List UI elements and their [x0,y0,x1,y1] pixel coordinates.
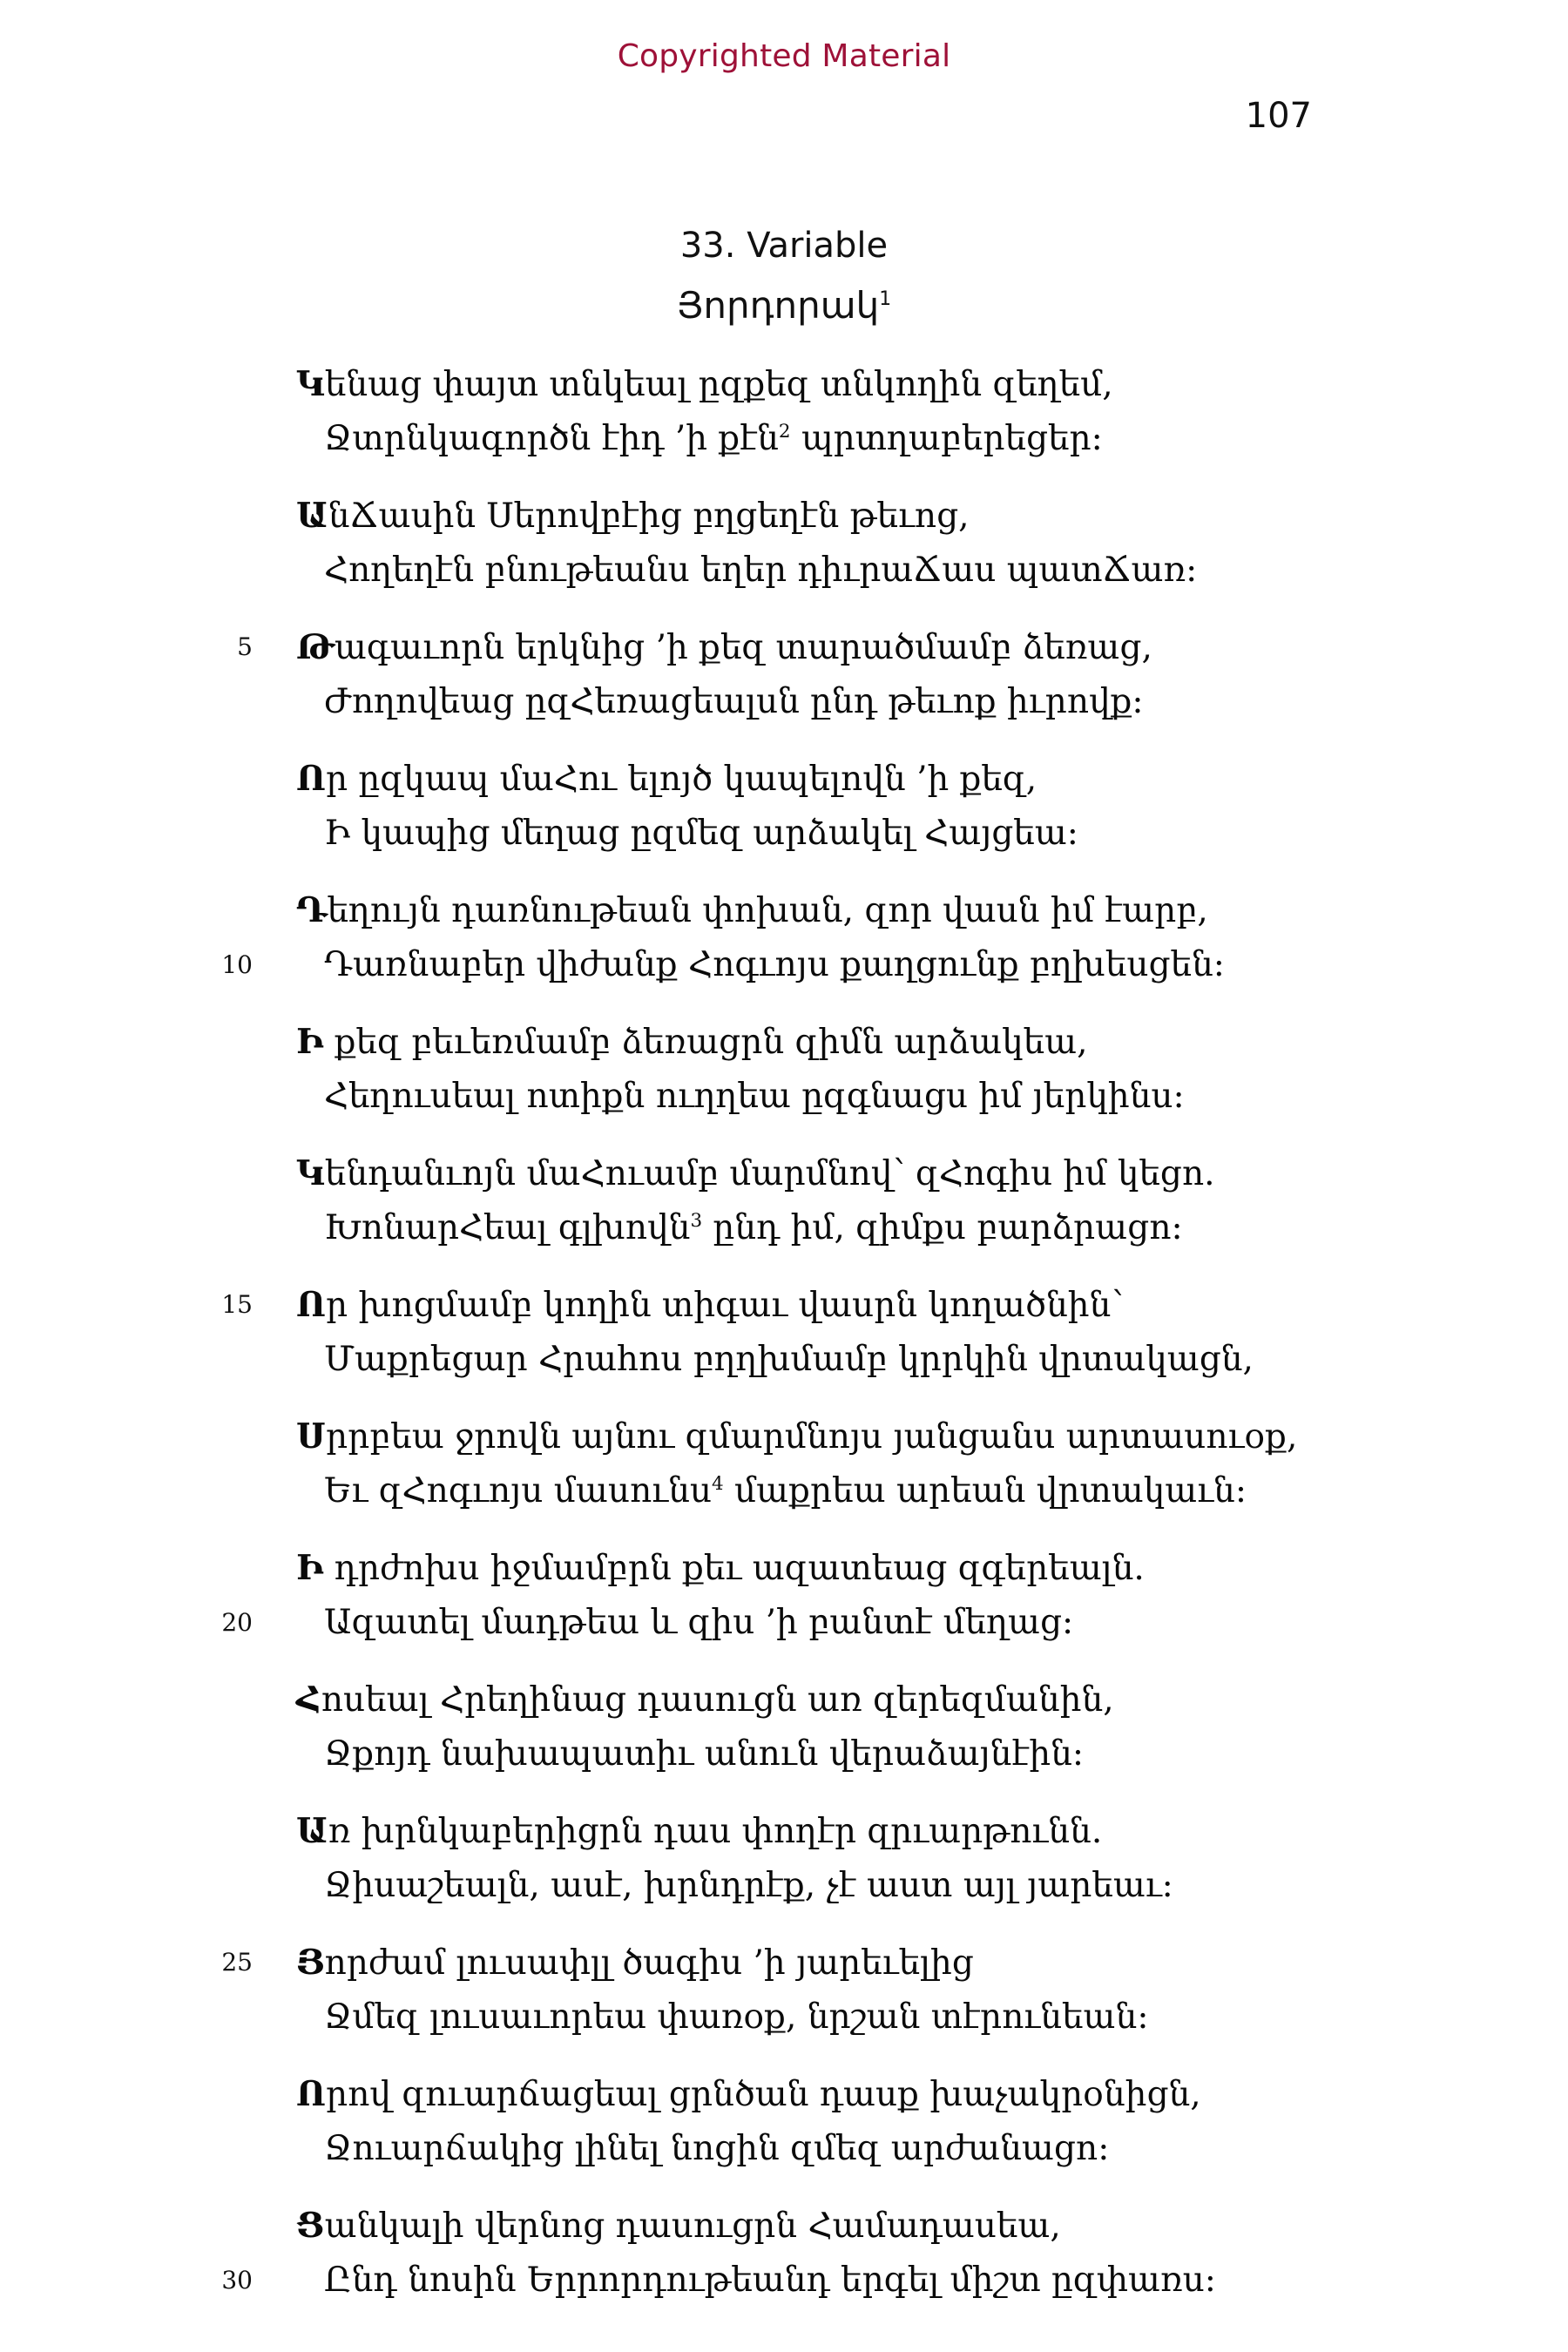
stanza [0,752,1568,861]
verse-text: Եւ զՀոգւոյս մասունս [324,1471,713,1511]
verse-text: պրտղաբերեցեր: [790,419,1103,458]
verse-line [0,1015,1568,1070]
verse-text: Հողեղէն բնութեանս եղեր դիւրաՃաս պատՃառ: [324,551,1198,590]
line-number: 15 [221,1290,253,1319]
verse-line [0,489,1568,544]
verse-text: րրբեա ջրովն այնու զմարմնոյս յանցանս արտասուօք, [325,1417,1298,1456]
stanza [0,489,1568,598]
verse-line [0,1409,1568,1464]
verse-line [0,1278,1568,1333]
verse-line [0,2199,1568,2254]
verse-text: ենդանւոյն մաՀուամբ մարմնով՝ զՀոգիս իմ կեցո. [324,1154,1215,1193]
stanza [0,1278,1568,1387]
verse-line [0,1070,1568,1124]
verse-initial: Թ [296,627,335,667]
line-number: 30 [221,2266,253,2295]
verse-line [0,1333,1568,1387]
footnote-marker: 4 [712,1473,724,1495]
copyright-banner: Copyrighted Material [617,38,951,74]
verse-text: ր ըզկապ մաՀու ելոյծ կապելովն ’ի քեզ, [325,760,1037,799]
verse-text: Ի կապից մեղաց ըզմեզ արձակել Հայցեա: [324,814,1078,853]
stanza [0,1541,1568,1650]
line-number: 5 [237,632,253,661]
verse-text: Ջիսաշեալն, ասէ, խրնդրէք, չէ աստ այլ յարեաւ: [324,1866,1173,1905]
verse-text: ագաւորն երկնից ’ի քեզ տարածմամբ ձեռաց, [334,628,1152,667]
verse-text: ԽոնարՀեալ գլխովն [324,1208,691,1247]
verse-text: Ժողովեաց ըզՀեռացեալսն ընդ թեւոք իւրովք: [324,682,1144,721]
verse-text: որժամ լուսափլլ ծագիս ’ի յարեւելից [324,1943,974,1983]
verse-text: Ջմեզ լուսաւորեա փառօք, նրշան տէրունեան: [324,1997,1149,2037]
verse-line [0,2122,1568,2176]
stanza [0,1409,1568,1518]
verse-text: ռ խրնկաբերիցրն դաս փողէր զրւարթունն. [328,1812,1103,1851]
poem-body [0,357,1568,2330]
verse-text: դրժոխս իջմամբրն քեւ ազատեաց զգերեալն. [323,1549,1145,1588]
verse-text: Ջուարճակից լինել նոցին զմեզ արժանացո: [324,2129,1110,2168]
verse-initial: Ի [296,1022,324,1062]
verse-text: մաքրեա արեան վրտակաւն: [723,1471,1247,1511]
verse-line [0,1201,1568,1255]
stanza [0,1146,1568,1255]
verse-initial: Ի [296,1548,324,1588]
verse-initial: Ո [296,1285,326,1325]
verse-text: Ջտրնկագործն էիդ ’ի քէն [324,419,779,458]
verse-text: ընդ իմ, զիմքս բարձրացո: [702,1208,1183,1247]
verse-line [0,357,1568,412]
verse-text: նՃասին Սերովբէից բղցեղէն թեւոց, [328,497,970,536]
verse-line [0,1146,1568,1201]
verse-text: Ազատել մադթեա և զիս ’ի բանտէ մեղաց: [324,1603,1074,1642]
verse-line [0,2067,1568,2122]
poem-title-footnote-marker: 1 [879,288,892,310]
verse-initial: Դ [296,890,328,930]
verse-line [0,938,1568,992]
verse-initial: Կ [296,364,325,404]
verse-text: ր խոցմամբ կողին տիգաւ վասրն կողածնին՝ [325,1286,1124,1325]
verse-line [0,1541,1568,1596]
verse-line [0,544,1568,598]
verse-text: Հեղուսեալ ոտիքն ուղղեա ըզգնացս իմ յերկինս: [324,1077,1185,1116]
verse-line [0,1990,1568,2044]
verse-text: անկալի վերնոց դասուցրն Համադասեա, [324,2207,1061,2246]
verse-line [0,883,1568,938]
verse-text: Դառնաբեր վիժանք Հոգւոյս քաղցունք բղխեսցեն: [324,945,1225,984]
verse-initial: Ո [296,2074,326,2114]
verse-text: ոսեալ Հրեղինաց դասուցն առ զերեզմանին, [321,1680,1114,1720]
stanza [0,883,1568,992]
stanza [0,1015,1568,1124]
verse-line [0,1727,1568,1781]
verse-initial: Ա [296,1811,328,1851]
verse-text: քեզ բեւեռմամբ ձեռացրն զիմն արձակեա, [323,1023,1088,1062]
title-block [0,226,1568,327]
verse-initial: Ա [296,496,328,536]
verse-line [0,1673,1568,1727]
stanza [0,2067,1568,2176]
poem-title-armenian [0,284,1568,327]
stanza [0,1936,1568,2044]
line-number: 25 [221,1948,253,1977]
verse-line [0,807,1568,861]
verse-text: ենաց փայտ տնկեալ ըզքեզ տնկողին զեղեմ, [324,365,1113,404]
verse-text: եղույն դառնութեան փոխան, զոր վասն իմ էարբ, [327,891,1208,930]
stanza [0,2199,1568,2308]
stanza [0,1804,1568,1913]
line-number: 10 [221,950,253,979]
verse-line [0,752,1568,807]
verse-line [0,1859,1568,1913]
verse-text: Մաքրեցար Հրահոս բղղխմամբ կրրկին վրտակացն, [324,1340,1254,1379]
verse-initial: Ո [296,759,326,799]
verse-text: Ջքոյդ նախապատիւ անուն վերաձայնէին: [324,1734,1085,1774]
verse-line [0,1464,1568,1518]
poem-number-title: 33. Variable [679,226,889,266]
verse-initial: Հ [296,1680,321,1720]
verse-line [0,412,1568,466]
line-number: 20 [221,1608,253,1637]
verse-initial: Կ [296,1153,325,1193]
footnote-marker: 3 [690,1210,703,1232]
verse-initial: Յ [296,1943,325,1983]
verse-line [0,1596,1568,1650]
verse-initial: Ս [296,1416,326,1456]
stanza [0,357,1568,466]
verse-text: Ընդ նոսին Երրորդութեանդ երգել միշտ ըզփառս: [324,2261,1216,2300]
verse-line [0,1936,1568,1990]
verse-line [0,620,1568,675]
poem-title-armenian-text: Յորդորակ [676,284,880,327]
page-number: 107 [1245,96,1312,136]
stanza [0,1673,1568,1781]
verse-line [0,675,1568,729]
verse-initial: Ց [296,2206,325,2246]
footnote-marker: 2 [778,421,791,443]
verse-text: րով զուարճացեալ ցրնծան դասք խաչակրօնիցն, [325,2075,1201,2114]
verse-line [0,2254,1568,2308]
stanza [0,620,1568,729]
verse-line [0,1804,1568,1859]
